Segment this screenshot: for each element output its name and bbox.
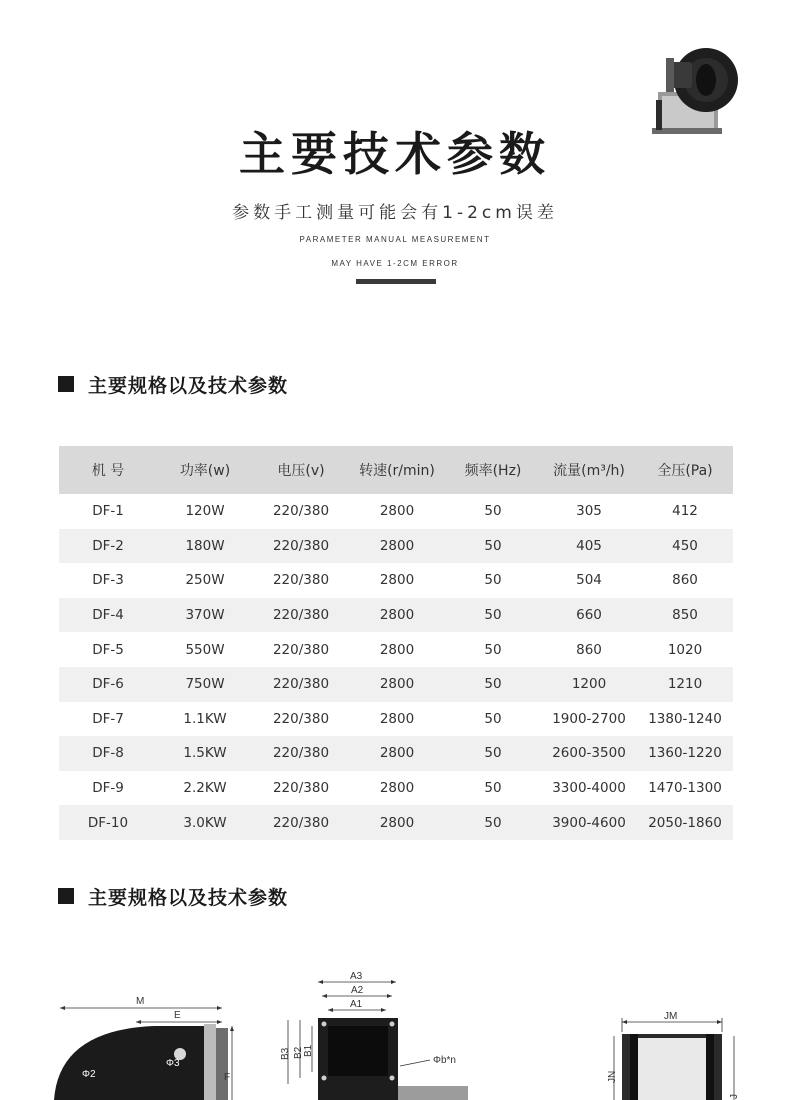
table-cell: 504 xyxy=(576,572,602,589)
table-cell: 50 xyxy=(484,814,502,831)
table-cell: 1900-2700 xyxy=(552,710,626,727)
table-row xyxy=(59,598,733,633)
table-cell: 305 xyxy=(576,503,602,520)
table-cell: 220/380 xyxy=(272,814,330,831)
table-header-cell: 全压(Pa) xyxy=(657,463,713,479)
table-cell: 850 xyxy=(672,607,698,624)
dim-label-jm: JM xyxy=(664,1011,678,1022)
table-cell: 220/380 xyxy=(272,537,330,554)
table-cell: 550W xyxy=(185,641,225,658)
spec-table xyxy=(59,446,733,840)
table-cell: 50 xyxy=(484,745,502,762)
page-subtitle: 参数手工测量可能会有1-2cm误差 xyxy=(232,203,558,223)
table-cell: DF-7 xyxy=(92,710,124,727)
table-cell: 50 xyxy=(484,676,502,693)
dim-label-e: E xyxy=(174,1010,181,1021)
section-square-marker xyxy=(58,376,74,392)
dim-label-a3: A3 xyxy=(350,971,363,982)
table-cell: 370W xyxy=(185,607,225,624)
table-header-cell: 流量(m³/h) xyxy=(553,463,625,479)
table-cell: 660 xyxy=(576,607,602,624)
table-cell: 50 xyxy=(484,641,502,658)
table-cell: 2800 xyxy=(379,814,415,831)
table-cell: 1360-1220 xyxy=(648,745,722,762)
table-cell: 220/380 xyxy=(272,503,330,520)
table-cell: DF-9 xyxy=(92,780,124,797)
table-row xyxy=(59,563,733,598)
table-cell: 50 xyxy=(484,503,502,520)
table-cell: 2800 xyxy=(379,745,415,762)
table-cell: 50 xyxy=(484,572,502,589)
table-cell: 50 xyxy=(484,710,502,727)
table-cell: 2800 xyxy=(379,641,415,658)
blower-product-image xyxy=(650,40,740,136)
table-row xyxy=(59,494,733,529)
table-cell: 50 xyxy=(484,780,502,797)
table-header-cell: 功率(w) xyxy=(179,463,231,479)
table-cell: 3.0KW xyxy=(183,814,227,831)
dim-label-f: F xyxy=(224,1072,231,1083)
section-heading-dimensions xyxy=(58,884,288,908)
page-title: 主要技术参数 xyxy=(239,127,551,181)
table-row xyxy=(59,805,733,840)
dim-label-bolt: Φb*n xyxy=(433,1055,456,1066)
table-cell: 2800 xyxy=(379,572,415,589)
section-heading-text: 主要规格以及技术参数 xyxy=(88,374,289,397)
table-cell: 3300-4000 xyxy=(552,780,626,797)
table-cell: 220/380 xyxy=(272,745,330,762)
table-cell: DF-1 xyxy=(92,503,124,520)
dim-label-m: M xyxy=(136,996,145,1007)
dim-label-phi3: Φ3 xyxy=(166,1058,180,1069)
section-heading-specs xyxy=(58,372,288,396)
table-cell: 220/380 xyxy=(272,641,330,658)
table-cell: 1470-1300 xyxy=(648,780,722,797)
table-cell: 120W xyxy=(185,503,225,520)
table-cell: 405 xyxy=(576,537,602,554)
table-cell: 1200 xyxy=(571,676,607,693)
table-cell: 1.1KW xyxy=(183,710,227,727)
table-cell: DF-8 xyxy=(92,745,124,762)
table-cell: 450 xyxy=(672,537,698,554)
table-cell: 50 xyxy=(484,537,502,554)
dim-label-jn: JN xyxy=(607,1070,618,1083)
dim-label-a2: A2 xyxy=(351,985,364,996)
outlet-view-drawing xyxy=(600,1008,750,1100)
table-body xyxy=(59,494,733,840)
table-cell: 412 xyxy=(672,503,698,520)
dim-label-a1: A1 xyxy=(350,999,363,1010)
title-underline-bar xyxy=(356,279,436,284)
table-cell: 2050-1860 xyxy=(648,814,722,831)
side-view-drawing xyxy=(54,990,254,1100)
dim-label-b1: B1 xyxy=(303,1044,314,1057)
table-header-cell: 转速(r/min) xyxy=(359,463,435,479)
dim-label-b3: B3 xyxy=(280,1047,291,1060)
table-cell: DF-10 xyxy=(87,814,129,831)
table-row xyxy=(59,736,733,771)
table-cell: 220/380 xyxy=(272,710,330,727)
table-cell: DF-6 xyxy=(92,676,124,693)
table-cell: 860 xyxy=(672,572,698,589)
table-cell: DF-2 xyxy=(92,537,124,554)
table-cell: 2800 xyxy=(379,676,415,693)
table-cell: 2800 xyxy=(379,607,415,624)
table-cell: 250W xyxy=(185,572,225,589)
table-cell: 2800 xyxy=(379,537,415,554)
section-square-marker xyxy=(58,888,74,904)
table-cell: 2800 xyxy=(379,780,415,797)
table-cell: 2.2KW xyxy=(183,780,227,797)
table-cell: 1380-1240 xyxy=(648,710,722,727)
table-cell: 2600-3500 xyxy=(552,745,626,762)
table-cell: 220/380 xyxy=(272,780,330,797)
table-cell: 750W xyxy=(185,676,225,693)
table-cell: 1210 xyxy=(667,676,703,693)
dim-label-b2: B2 xyxy=(293,1046,304,1059)
english-subtitle-line-1: PARAMETER MANUAL MEASUREMENT xyxy=(299,235,491,244)
table-cell: 220/380 xyxy=(272,676,330,693)
table-row xyxy=(59,529,733,564)
table-cell: 50 xyxy=(484,607,502,624)
table-row xyxy=(59,632,733,667)
table-header-cell: 机 号 xyxy=(91,463,125,479)
table-cell: 860 xyxy=(576,641,602,658)
dim-label-phi2: Φ2 xyxy=(82,1069,96,1080)
table-cell: 220/380 xyxy=(272,607,330,624)
section-heading-text: 主要规格以及技术参数 xyxy=(88,886,289,909)
table-cell: 3900-4600 xyxy=(552,814,626,831)
table-cell: 180W xyxy=(185,537,225,554)
table-header-cell: 频率(Hz) xyxy=(464,463,522,479)
table-row xyxy=(59,771,733,806)
front-view-drawing xyxy=(270,968,490,1100)
table-header-row xyxy=(59,446,733,494)
table-header-cell: 电压(v) xyxy=(277,463,325,479)
table-cell: 220/380 xyxy=(272,572,330,589)
table-cell: 1020 xyxy=(667,641,703,658)
dim-label-j: J xyxy=(729,1094,740,1099)
table-row xyxy=(59,702,733,737)
table-cell: 2800 xyxy=(379,710,415,727)
table-cell: DF-5 xyxy=(92,641,124,658)
table-cell: 2800 xyxy=(379,503,415,520)
table-cell: DF-4 xyxy=(92,607,124,624)
table-row xyxy=(59,667,733,702)
english-subtitle-line-2: MAY HAVE 1-2CM ERROR xyxy=(331,259,459,268)
table-cell: 1.5KW xyxy=(183,745,227,762)
table-cell: DF-3 xyxy=(92,572,124,589)
